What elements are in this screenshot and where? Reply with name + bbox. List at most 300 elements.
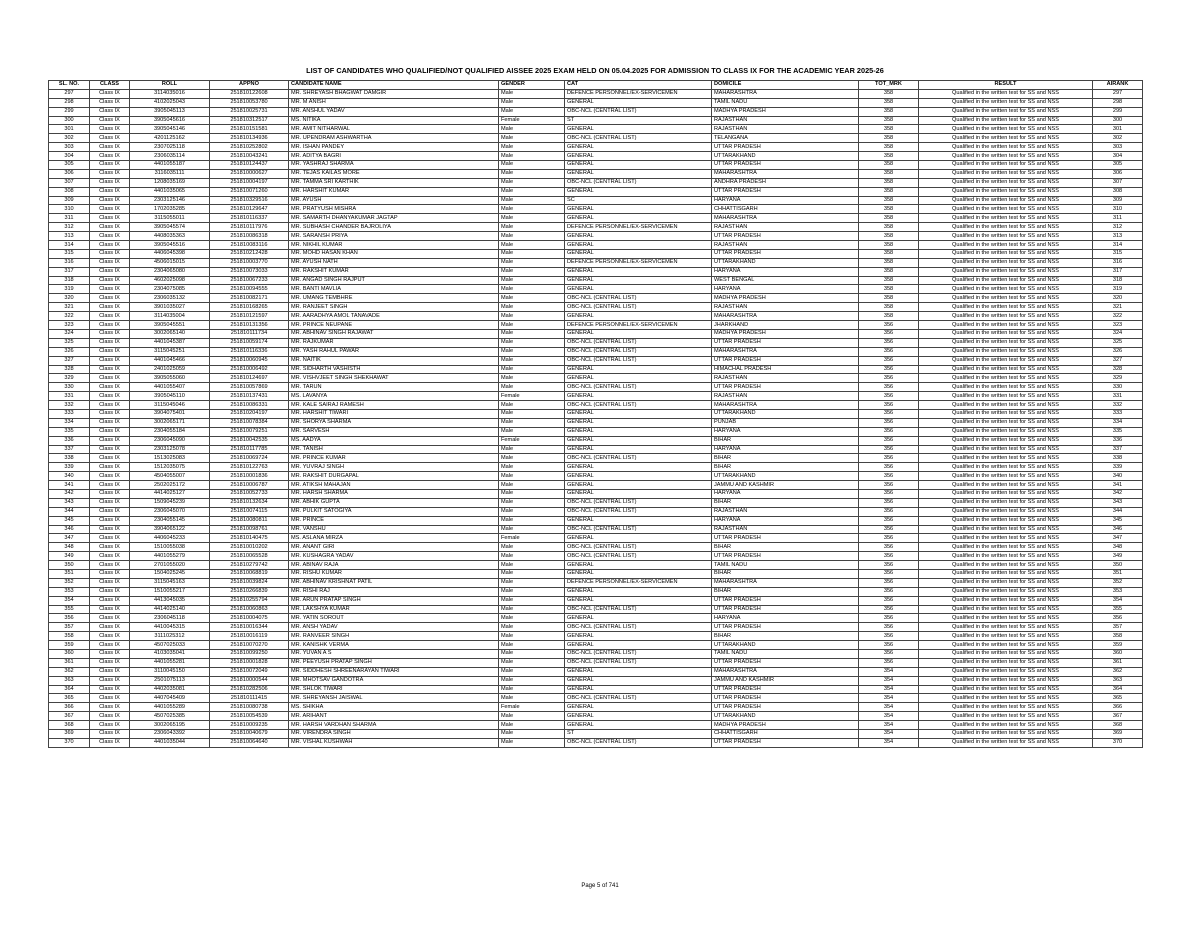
table-row	[49, 596, 1143, 605]
cell-airank: 301	[1093, 125, 1143, 134]
cell-class: Class IX	[90, 703, 130, 712]
cell-gender: Male	[499, 676, 565, 685]
cell-cat: OBC-NCL (CENTRAL LIST)	[565, 401, 712, 410]
cell-roll: 3110045150	[130, 667, 210, 676]
cell-roll: 3905045146	[130, 125, 210, 134]
cell-gender: Male	[499, 730, 565, 739]
table-row	[49, 116, 1143, 125]
cell-candidate-name: MR. NIKHIL KUMAR	[289, 241, 499, 250]
cell-cat: GENERAL	[565, 481, 712, 490]
cell-airank: 335	[1093, 427, 1143, 436]
table-row	[49, 427, 1143, 436]
cell-roll: 4401055289	[130, 703, 210, 712]
cell-roll: 1504025245	[130, 569, 210, 578]
cell-candidate-name: MR. HARSHIT TIWARI	[289, 409, 499, 418]
table-row	[49, 507, 1143, 516]
cell-gender: Male	[499, 472, 565, 481]
cell-gender: Male	[499, 552, 565, 561]
cell-appno: 251810122608	[210, 89, 289, 98]
cell-domicile: CHHATTISGARH	[712, 205, 859, 214]
cell-sl-no: 348	[49, 543, 90, 552]
cell-airank: 352	[1093, 578, 1143, 587]
cell-sl-no: 304	[49, 152, 90, 161]
cell-appno: 251810121597	[210, 312, 289, 321]
cell-gender: Male	[499, 427, 565, 436]
table-row	[49, 650, 1143, 659]
cell-gender: Male	[499, 641, 565, 650]
cell-tot-mrk: 358	[859, 205, 919, 214]
cell-appno: 251810129647	[210, 205, 289, 214]
cell-airank: 361	[1093, 658, 1143, 667]
cell-tot-mrk: 356	[859, 650, 919, 659]
cell-candidate-name: MR. RAJKUMAR	[289, 338, 499, 347]
cell-tot-mrk: 358	[859, 214, 919, 223]
cell-sl-no: 366	[49, 703, 90, 712]
cell-class: Class IX	[90, 312, 130, 321]
cell-gender: Male	[499, 143, 565, 152]
cell-appno: 251810009235	[210, 721, 289, 730]
table-row	[49, 632, 1143, 641]
cell-class: Class IX	[90, 650, 130, 659]
cell-appno: 251810098761	[210, 525, 289, 534]
cell-cat: GENERAL	[565, 161, 712, 170]
cell-sl-no: 356	[49, 614, 90, 623]
cell-candidate-name: MR. PRINCE KUMAR	[289, 454, 499, 463]
cell-cat: GENERAL	[565, 152, 712, 161]
cell-tot-mrk: 354	[859, 730, 919, 739]
cell-candidate-name: MS. ASLANA MIRZA	[289, 534, 499, 543]
cell-gender: Male	[499, 249, 565, 258]
cell-class: Class IX	[90, 347, 130, 356]
cell-gender: Male	[499, 152, 565, 161]
cell-candidate-name: MS. AADYA	[289, 436, 499, 445]
cell-sl-no: 333	[49, 409, 90, 418]
cell-gender: Male	[499, 125, 565, 134]
cell-class: Class IX	[90, 436, 130, 445]
cell-domicile: HARYANA	[712, 445, 859, 454]
cell-class: Class IX	[90, 107, 130, 116]
cell-appno: 251810086331	[210, 401, 289, 410]
cell-candidate-name: MR. UPENDRAM ASHWARTHA	[289, 134, 499, 143]
cell-result: Qualified in the written test for SS and NSS	[919, 641, 1093, 650]
cell-result: Qualified in the written test for SS and NSS	[919, 730, 1093, 739]
cell-tot-mrk: 356	[859, 507, 919, 516]
table-row	[49, 249, 1143, 258]
cell-airank: 359	[1093, 641, 1143, 650]
cell-sl-no: 355	[49, 605, 90, 614]
cell-gender: Female	[499, 534, 565, 543]
cell-domicile: TAMIL NADU	[712, 98, 859, 107]
cell-sl-no: 305	[49, 161, 90, 170]
cell-class: Class IX	[90, 196, 130, 205]
cell-sl-no: 351	[49, 569, 90, 578]
cell-tot-mrk: 356	[859, 409, 919, 418]
cell-sl-no: 325	[49, 338, 90, 347]
cell-result: Qualified in the written test for SS and NSS	[919, 525, 1093, 534]
table-row	[49, 178, 1143, 187]
cell-class: Class IX	[90, 161, 130, 170]
cell-class: Class IX	[90, 232, 130, 241]
cell-appno: 251810006492	[210, 365, 289, 374]
cell-sl-no: 306	[49, 169, 90, 178]
cell-domicile: RAJASTHAN	[712, 507, 859, 516]
cell-cat: GENERAL	[565, 632, 712, 641]
cell-tot-mrk: 358	[859, 143, 919, 152]
cell-tot-mrk: 356	[859, 454, 919, 463]
cell-candidate-name: MR. YASHRAJ SHARMA	[289, 161, 499, 170]
cell-roll: 2306045090	[130, 436, 210, 445]
cell-cat: GENERAL	[565, 409, 712, 418]
cell-appno: 251810054539	[210, 712, 289, 721]
cell-cat: DEFENCE PERSONNEL/EX-SERVICEMEN	[565, 223, 712, 232]
cell-domicile: BIHAR	[712, 587, 859, 596]
cell-gender: Male	[499, 409, 565, 418]
cell-airank: 366	[1093, 703, 1143, 712]
cell-result: Qualified in the written test for SS and NSS	[919, 107, 1093, 116]
table-row	[49, 258, 1143, 267]
cell-sl-no: 317	[49, 267, 90, 276]
cell-appno: 251810016344	[210, 623, 289, 632]
cell-tot-mrk: 356	[859, 392, 919, 401]
cell-appno: 251810068819	[210, 569, 289, 578]
cell-sl-no: 314	[49, 241, 90, 250]
cell-domicile: UTTARAKHAND	[712, 258, 859, 267]
cell-gender: Male	[499, 498, 565, 507]
cell-roll: 3111025312	[130, 632, 210, 641]
cell-airank: 364	[1093, 685, 1143, 694]
table-row	[49, 676, 1143, 685]
cell-result: Qualified in the written test for SS and NSS	[919, 241, 1093, 250]
cell-cat: GENERAL	[565, 685, 712, 694]
cell-airank: 351	[1093, 569, 1143, 578]
cell-result: Qualified in the written test for SS and NSS	[919, 223, 1093, 232]
cell-result: Qualified in the written test for SS and NSS	[919, 481, 1093, 490]
cell-sl-no: 309	[49, 196, 90, 205]
cell-result: Qualified in the written test for SS and NSS	[919, 454, 1093, 463]
table-row	[49, 534, 1143, 543]
cell-gender: Male	[499, 374, 565, 383]
cell-appno: 251810279742	[210, 561, 289, 570]
cell-class: Class IX	[90, 205, 130, 214]
cell-result: Qualified in the written test for SS and NSS	[919, 561, 1093, 570]
table-header-row	[49, 81, 1143, 90]
cell-result: Qualified in the written test for SS and NSS	[919, 463, 1093, 472]
cell-airank: 360	[1093, 650, 1143, 659]
cell-domicile: UTTAR PRADESH	[712, 383, 859, 392]
cell-airank: 308	[1093, 187, 1143, 196]
cell-class: Class IX	[90, 214, 130, 223]
cell-class: Class IX	[90, 89, 130, 98]
cell-gender: Male	[499, 178, 565, 187]
cell-class: Class IX	[90, 623, 130, 632]
cell-gender: Female	[499, 703, 565, 712]
cell-class: Class IX	[90, 658, 130, 667]
cell-roll: 4414025127	[130, 489, 210, 498]
cell-domicile: PUNJAB	[712, 418, 859, 427]
cell-domicile: MAHARASHTRA	[712, 578, 859, 587]
cell-candidate-name: MR. HARSH SHARMA	[289, 489, 499, 498]
cell-cat: OBC-NCL (CENTRAL LIST)	[565, 623, 712, 632]
cell-sl-no: 313	[49, 232, 90, 241]
cell-class: Class IX	[90, 294, 130, 303]
cell-domicile: HARYANA	[712, 489, 859, 498]
cell-sl-no: 330	[49, 383, 90, 392]
cell-tot-mrk: 354	[859, 738, 919, 747]
cell-tot-mrk: 358	[859, 125, 919, 134]
cell-roll: 4406045233	[130, 534, 210, 543]
cell-cat: OBC-NCL (CENTRAL LIST)	[565, 303, 712, 312]
cell-cat: ST	[565, 730, 712, 739]
cell-cat: OBC-NCL (CENTRAL LIST)	[565, 605, 712, 614]
cell-domicile: HARYANA	[712, 196, 859, 205]
cell-tot-mrk: 358	[859, 267, 919, 276]
cell-result: Qualified in the written test for SS and NSS	[919, 365, 1093, 374]
cell-cat: GENERAL	[565, 125, 712, 134]
cell-appno: 251810074115	[210, 507, 289, 516]
cell-class: Class IX	[90, 276, 130, 285]
cell-candidate-name: MR. SARVESH	[289, 427, 499, 436]
cell-domicile: ANDHRA PRADESH	[712, 178, 859, 187]
cell-sl-no: 337	[49, 445, 90, 454]
cell-result: Qualified in the written test for SS and NSS	[919, 338, 1093, 347]
cell-airank: 347	[1093, 534, 1143, 543]
cell-roll: 2304065080	[130, 267, 210, 276]
cell-sl-no: 332	[49, 401, 90, 410]
cell-gender: Male	[499, 738, 565, 747]
cell-tot-mrk: 358	[859, 169, 919, 178]
document-title: LIST OF CANDIDATES WHO QUALIFIED/NOT QUALIFIED AISSEE 2025 EXAM HELD ON 05.04.2025 FOR ADMISSION TO CLASS IX FOR THE ACADEMIC YEAR 2025-26	[306, 66, 884, 75]
cell-roll: 2306045070	[130, 507, 210, 516]
cell-domicile: WEST BENGAL	[712, 276, 859, 285]
cell-candidate-name: MR. ARIHANT	[289, 712, 499, 721]
cell-gender: Male	[499, 232, 565, 241]
cell-appno: 251810080811	[210, 516, 289, 525]
cell-airank: 345	[1093, 516, 1143, 525]
cell-class: Class IX	[90, 632, 130, 641]
cell-candidate-name: MR. RAKSHIT DURGAPAL	[289, 472, 499, 481]
cell-candidate-name: MR. AARADHYA AMOL TANAVADE	[289, 312, 499, 321]
table-row	[49, 436, 1143, 445]
cell-result: Qualified in the written test for SS and NSS	[919, 489, 1093, 498]
cell-sl-no: 319	[49, 285, 90, 294]
table-row	[49, 303, 1143, 312]
cell-tot-mrk: 356	[859, 543, 919, 552]
cell-airank: 298	[1093, 98, 1143, 107]
cell-sl-no: 307	[49, 178, 90, 187]
cell-domicile: JAMMU AND KASHMIR	[712, 481, 859, 490]
cell-candidate-name: MR. ISHAN PANDEY	[289, 143, 499, 152]
table-row	[49, 276, 1143, 285]
cell-candidate-name: MR. ANSHUL YADAV	[289, 107, 499, 116]
cell-airank: 342	[1093, 489, 1143, 498]
cell-tot-mrk: 356	[859, 427, 919, 436]
cell-tot-mrk: 358	[859, 161, 919, 170]
cell-class: Class IX	[90, 365, 130, 374]
table-row	[49, 472, 1143, 481]
cell-sl-no: 327	[49, 356, 90, 365]
cell-airank: 333	[1093, 409, 1143, 418]
cell-class: Class IX	[90, 472, 130, 481]
cell-gender: Male	[499, 721, 565, 730]
cell-appno: 251810083116	[210, 241, 289, 250]
cell-domicile: UTTAR PRADESH	[712, 187, 859, 196]
cell-candidate-name: MR. KUSHAGRA YADAV	[289, 552, 499, 561]
cell-result: Qualified in the written test for SS and NSS	[919, 623, 1093, 632]
cell-domicile: MADHYA PRADESH	[712, 107, 859, 116]
cell-cat: OBC-NCL (CENTRAL LIST)	[565, 107, 712, 116]
cell-airank: 344	[1093, 507, 1143, 516]
cell-airank: 339	[1093, 463, 1143, 472]
cell-domicile: UTTAR PRADESH	[712, 338, 859, 347]
cell-result: Qualified in the written test for SS and NSS	[919, 614, 1093, 623]
cell-airank: 343	[1093, 498, 1143, 507]
cell-class: Class IX	[90, 98, 130, 107]
cell-appno: 251810010202	[210, 543, 289, 552]
table-row	[49, 321, 1143, 330]
cell-roll: 4401055407	[130, 383, 210, 392]
cell-appno: 251810059174	[210, 338, 289, 347]
cell-result: Qualified in the written test for SS and NSS	[919, 143, 1093, 152]
cell-appno: 251810168265	[210, 303, 289, 312]
cell-sl-no: 331	[49, 392, 90, 401]
table-row	[49, 543, 1143, 552]
cell-roll: 2701055020	[130, 561, 210, 570]
cell-appno: 251810116336	[210, 347, 289, 356]
table-row	[49, 143, 1143, 152]
col-header-candidate-name: CANDIDATE NAME	[289, 81, 499, 90]
cell-domicile: RAJASTHAN	[712, 241, 859, 250]
cell-tot-mrk: 354	[859, 712, 919, 721]
cell-class: Class IX	[90, 374, 130, 383]
cell-domicile: HARYANA	[712, 285, 859, 294]
cell-domicile: HARYANA	[712, 267, 859, 276]
cell-class: Class IX	[90, 507, 130, 516]
cell-domicile: RAJASTHAN	[712, 116, 859, 125]
cell-result: Qualified in the written test for SS and NSS	[919, 409, 1093, 418]
cell-result: Qualified in the written test for SS and NSS	[919, 445, 1093, 454]
cell-gender: Male	[499, 169, 565, 178]
cell-airank: 354	[1093, 596, 1143, 605]
cell-appno: 251810082171	[210, 294, 289, 303]
cell-class: Class IX	[90, 125, 130, 134]
cell-result: Qualified in the written test for SS and NSS	[919, 98, 1093, 107]
cell-sl-no: 315	[49, 249, 90, 258]
table-row	[49, 489, 1143, 498]
cell-airank: 323	[1093, 321, 1143, 330]
cell-gender: Male	[499, 329, 565, 338]
cell-tot-mrk: 356	[859, 321, 919, 330]
cell-cat: OBC-NCL (CENTRAL LIST)	[565, 507, 712, 516]
cell-result: Qualified in the written test for SS and NSS	[919, 285, 1093, 294]
cell-domicile: MADHYA PRADESH	[712, 329, 859, 338]
cell-candidate-name: MR. SIDDHESH SHREENARAYAN TIWARI	[289, 667, 499, 676]
cell-cat: GENERAL	[565, 561, 712, 570]
cell-result: Qualified in the written test for SS and NSS	[919, 587, 1093, 596]
cell-domicile: RAJASTHAN	[712, 125, 859, 134]
cell-cat: GENERAL	[565, 472, 712, 481]
cell-appno: 251810137431	[210, 392, 289, 401]
cell-gender: Male	[499, 267, 565, 276]
cell-appno: 251810003770	[210, 258, 289, 267]
cell-airank: 317	[1093, 267, 1143, 276]
cell-cat: OBC-NCL (CENTRAL LIST)	[565, 347, 712, 356]
cell-sl-no: 358	[49, 632, 90, 641]
cell-tot-mrk: 358	[859, 285, 919, 294]
cell-domicile: BIHAR	[712, 498, 859, 507]
cell-result: Qualified in the written test for SS and NSS	[919, 205, 1093, 214]
table-row	[49, 356, 1143, 365]
cell-gender: Male	[499, 605, 565, 614]
cell-result: Qualified in the written test for SS and NSS	[919, 401, 1093, 410]
cell-domicile: MAHARASHTRA	[712, 667, 859, 676]
cell-candidate-name: MR. YATIN SOROUT	[289, 614, 499, 623]
cell-cat: GENERAL	[565, 374, 712, 383]
cell-roll: 4103035041	[130, 650, 210, 659]
cell-cat: OBC-NCL (CENTRAL LIST)	[565, 552, 712, 561]
cell-sl-no: 368	[49, 721, 90, 730]
cell-result: Qualified in the written test for SS and NSS	[919, 303, 1093, 312]
cell-airank: 306	[1093, 169, 1143, 178]
cell-roll: 1510055217	[130, 587, 210, 596]
cell-airank: 300	[1093, 116, 1143, 125]
cell-gender: Male	[499, 481, 565, 490]
cell-airank: 320	[1093, 294, 1143, 303]
cell-class: Class IX	[90, 543, 130, 552]
cell-class: Class IX	[90, 730, 130, 739]
page-number: Page 5 of 741	[581, 883, 619, 889]
cell-class: Class IX	[90, 329, 130, 338]
cell-domicile: CHHATTISGARH	[712, 730, 859, 739]
cell-airank: 310	[1093, 205, 1143, 214]
cell-domicile: UTTARAKHAND	[712, 409, 859, 418]
cell-roll: 3901035027	[130, 303, 210, 312]
cell-cat: OBC-NCL (CENTRAL LIST)	[565, 356, 712, 365]
cell-candidate-name: MR. VISHVJEET SINGH SHEKHAWAT	[289, 374, 499, 383]
cell-tot-mrk: 358	[859, 312, 919, 321]
cell-domicile: UTTAR PRADESH	[712, 552, 859, 561]
cell-result: Qualified in the written test for SS and NSS	[919, 427, 1093, 436]
cell-result: Qualified in the written test for SS and NSS	[919, 329, 1093, 338]
cell-airank: 341	[1093, 481, 1143, 490]
cell-class: Class IX	[90, 187, 130, 196]
cell-result: Qualified in the written test for SS and NSS	[919, 383, 1093, 392]
cell-roll: 2303125146	[130, 196, 210, 205]
cell-class: Class IX	[90, 267, 130, 276]
cell-appno: 251810134936	[210, 134, 289, 143]
cell-gender: Female	[499, 436, 565, 445]
table-row	[49, 338, 1143, 347]
cell-domicile: BIHAR	[712, 454, 859, 463]
cell-candidate-name: MR. SARANSH PRIYA	[289, 232, 499, 241]
table-row	[49, 125, 1143, 134]
cell-tot-mrk: 356	[859, 561, 919, 570]
cell-roll: 4506015015	[130, 258, 210, 267]
cell-roll: 2304075085	[130, 285, 210, 294]
cell-roll: 3905045113	[130, 107, 210, 116]
cell-airank: 302	[1093, 134, 1143, 143]
table-row	[49, 418, 1143, 427]
table-row	[49, 267, 1143, 276]
cell-roll: 1512035075	[130, 463, 210, 472]
cell-result: Qualified in the written test for SS and NSS	[919, 294, 1093, 303]
cell-appno: 251810212428	[210, 249, 289, 258]
cell-appno: 251810122763	[210, 463, 289, 472]
cell-tot-mrk: 356	[859, 463, 919, 472]
cell-candidate-name: MR. PRINCE NEUPANE	[289, 321, 499, 330]
cell-class: Class IX	[90, 667, 130, 676]
cell-result: Qualified in the written test for SS and NSS	[919, 676, 1093, 685]
cell-airank: 304	[1093, 152, 1143, 161]
